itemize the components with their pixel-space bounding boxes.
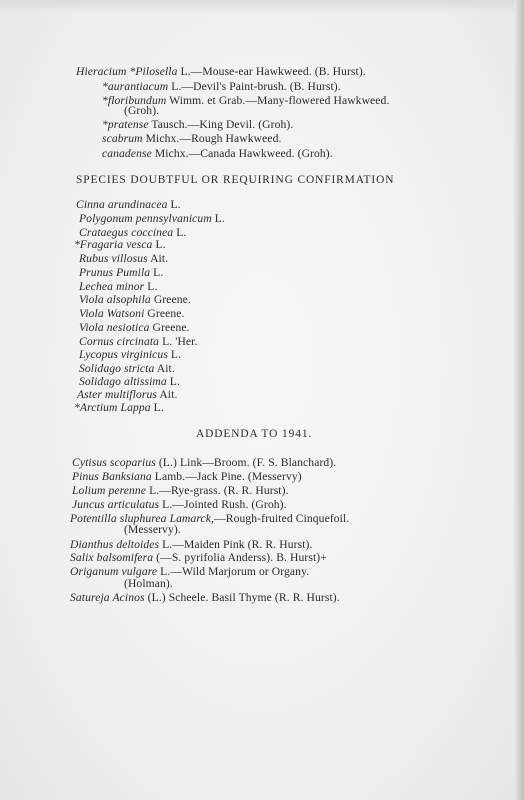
page-right-edge	[514, 0, 524, 800]
addenda-line: Juncus articulatus L.—Jointed Rush. (Groh).	[72, 498, 287, 511]
species-line: Viola nesiotica Greene.	[79, 321, 190, 334]
hawkweed-line: *aurantiacum L.—Devil's Paint-brush. (B. Hurst).	[102, 80, 341, 93]
species-line: Viola alsophila Greene.	[79, 293, 191, 306]
addenda-line: (Messervy).	[124, 523, 181, 536]
species-line: Polygonum pennsylvanicum L.	[79, 212, 225, 225]
species-line: Viola Watsoni Greene.	[79, 307, 185, 320]
addenda-line: Origanum vulgare L.—Wild Marjorum or Organy.	[70, 565, 310, 578]
species-line: *Arctium Lappa L.	[74, 401, 164, 414]
addenda-line: Satureja Acinos (L.) Scheele. Basil Thyme (R. R. Hurst).	[70, 591, 340, 604]
section-heading-doubtful: SPECIES DOUBTFUL OR REQUIRING CONFIRMATION	[76, 174, 395, 186]
addenda-line: Pinus Banksiana Lamb.—Jack Pine. (Messervy)	[72, 470, 302, 483]
species-line: Solidago stricta Ait.	[79, 362, 175, 375]
species-line: Cinna arundinacea L.	[76, 198, 181, 211]
species-line: Rubus villosus Ait.	[79, 252, 169, 265]
species-line: Aster multiflorus Ait.	[77, 388, 178, 401]
hawkweed-line: (Groh).	[124, 104, 160, 117]
hawkweed-line: scabrum Michx.—Rough Hawkweed.	[102, 132, 282, 145]
hawkweed-line: *floribundum Wimm. et Grab.—Many-flowered Hawkweed.	[102, 94, 390, 107]
species-line: Solidago altissima L.	[79, 375, 180, 388]
hawkweed-line: *pratense Tausch.—King Devil. (Groh).	[102, 118, 294, 131]
species-line: Prunus Pumila L.	[79, 266, 164, 279]
species-line: *Fragaria vesca L.	[74, 238, 166, 251]
species-line: Crataegus coccinea L.	[79, 226, 187, 239]
hawkweed-line: Hieracium *Pilosella L.—Mouse-ear Hawkweed. (B. Hurst).	[76, 65, 366, 78]
species-line: Lechea minor L.	[79, 280, 158, 293]
species-line: Lycopus virginicus L.	[79, 348, 182, 361]
section-heading-addenda: ADDENDA TO 1941.	[196, 428, 313, 440]
addenda-line: (Holman).	[124, 577, 173, 590]
addenda-line: Cytisus scoparius (L.) Link—Broom. (F. S. Blanchard).	[72, 456, 337, 469]
addenda-line: Salix balsomifera (—S. pyrifolia Anderss). B. Hurst)+	[70, 551, 327, 564]
species-line: Cornus circinata L. 'Her.	[79, 335, 198, 348]
page-top-shadow	[0, 0, 524, 14]
addenda-line: Dianthus deltoides L.—Maiden Pink (R. R. Hurst).	[70, 538, 313, 551]
addenda-line: Lolium perenne L.—Rye-grass. (R. R. Hurst).	[72, 484, 289, 497]
addenda-line: Potentilla sluphurea Lamarck,—Rough-fruited Cinquefoil.	[70, 512, 350, 525]
hawkweed-line: canadense Michx.—Canada Hawkweed. (Groh).	[102, 147, 333, 160]
